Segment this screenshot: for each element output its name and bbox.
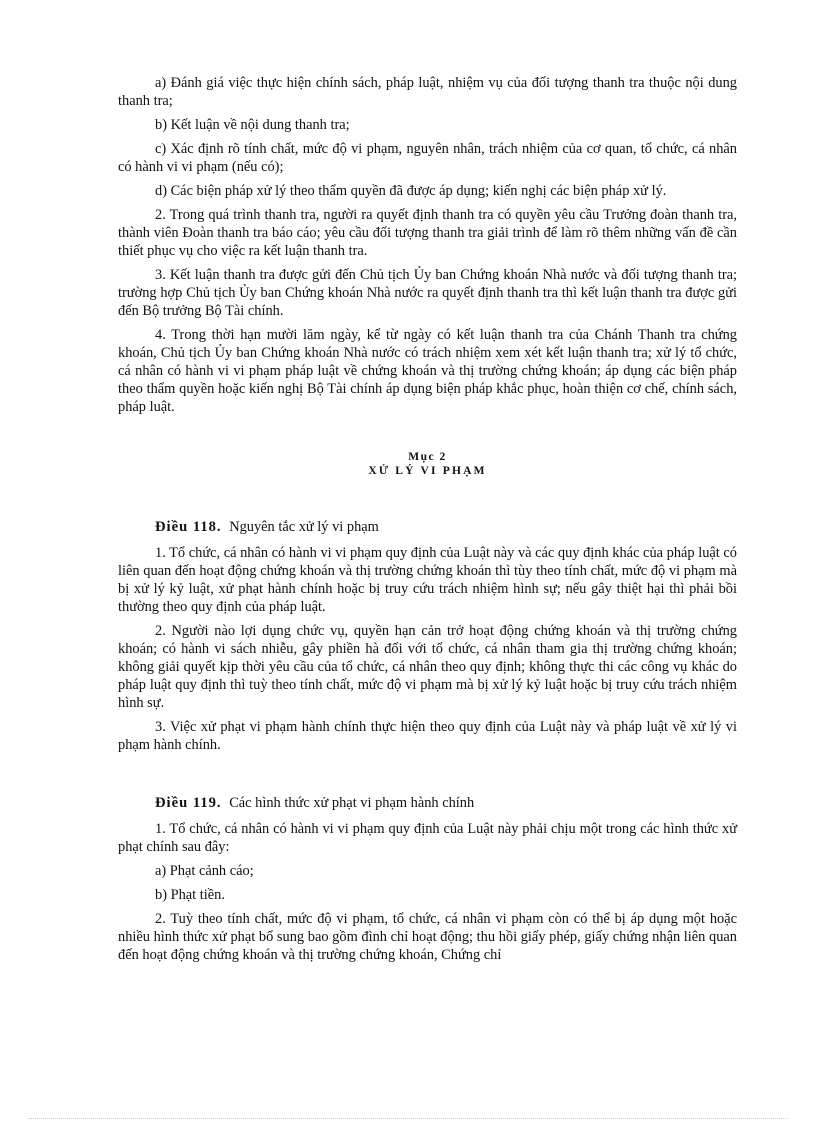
- article-118-heading: [155, 518, 737, 536]
- paragraph: 2. Người nào lợi dụng chức vụ, quyền hạn cản trở hoạt động chứng khoán và thị trường chứng khoán; có hành vi sách nhiễu, gây phiền hà đối với tổ chức, cá nhân tham gia thị trường chứng khoán; không giải quyết kịp thời yêu cầu của tổ chức, cá nhân theo quy định; không thực thi các công vụ khác do pháp luật quy định thì tuỳ theo tính chất, mức độ vi phạm mà bị xử lý kỷ luật hoặc bị truy cứu trách nhiệm hình sự.: [118, 623, 737, 711]
- paragraph: 3. Việc xử phạt vi phạm hành chính thực hiện theo quy định của Luật này và pháp luật về xử lý vi phạm hành chính.: [118, 719, 737, 753]
- section-title: XỬ LÝ VI PHẠM: [368, 465, 487, 477]
- article-title: Các hình thức xử phạt vi phạm hành chính: [229, 795, 475, 811]
- paragraph: 2. Trong quá trình thanh tra, người ra quyết định thanh tra có quyền yêu cầu Trưởng đoàn thanh tra, thành viên Đoàn thanh tra báo cáo; yêu cầu đối tượng thanh tra giải trình để làm rõ thêm những vấn đề cần thiết phục vụ cho việc ra kết luận thanh tra.: [118, 207, 737, 259]
- paragraph: 3. Kết luận thanh tra được gửi đến Chủ tịch Ủy ban Chứng khoán Nhà nước và đối tượng thanh tra; trường hợp Chủ tịch Ủy ban Chứng khoán Nhà nước ra quyết định thanh tra thì kết luận thanh tra được gửi đến Bộ trưởng Bộ Tài chính.: [118, 267, 737, 319]
- paragraph: b) Kết luận về nội dung thanh tra;: [155, 117, 350, 133]
- article-title: Nguyên tắc xử lý vi phạm: [229, 519, 379, 535]
- paragraph: d) Các biện pháp xử lý theo thẩm quyền đã được áp dụng; kiến nghị các biện pháp xử lý.: [155, 183, 667, 199]
- document-page: [118, 74, 737, 970]
- paragraph: 4. Trong thời hạn mười lăm ngày, kể từ ngày có kết luận thanh tra của Chánh Thanh tra chứng khoán, Chủ tịch Ủy ban Chứng khoán Nhà nước có trách nhiệm xem xét kết luận thanh tra; xử lý tổ chức, cá nhân có hành vi vi phạm pháp luật về chứng khoán và thị trường chứng khoán; áp dụng các biện pháp theo thẩm quyền hoặc kiến nghị Bộ Tài chính áp dụng biện pháp khắc phục, hoàn thiện cơ chế, chính sách, pháp luật.: [118, 327, 737, 415]
- section-heading: [118, 450, 737, 478]
- paragraph: b) Phạt tiền.: [155, 887, 225, 903]
- paragraph: c) Xác định rõ tính chất, mức độ vi phạm, nguyên nhân, trách nhiệm của cơ quan, tổ chức, cá nhân có hành vi vi phạm (nếu có);: [118, 141, 737, 175]
- paragraph: 1. Tổ chức, cá nhân có hành vi vi phạm quy định của Luật này và các quy định khác của pháp luật có liên quan đến hoạt động chứng khoán và thị trường chứng khoán thì tùy theo tính chất, mức độ vi phạm mà bị xử lý kỷ luật, xử phạt hành chính hoặc bị truy cứu trách nhiệm hình sự; nếu gây thiệt hại thì phải bồi thường theo quy định của pháp luật.: [118, 545, 737, 615]
- paragraph: 2. Tuỳ theo tính chất, mức độ vi phạm, tổ chức, cá nhân vi phạm còn có thể bị áp dụng một hoặc nhiều hình thức xử phạt bổ sung bao gồm đình chỉ hoạt động; thu hồi giấy phép, giấy chứng nhận liên quan đến hoạt động chứng khoán và thị trường chứng khoán, Chứng chỉ: [118, 911, 737, 963]
- paragraph: 1. Tổ chức, cá nhân có hành vi vi phạm quy định của Luật này phải chịu một trong các hình thức xử phạt chính sau đây:: [118, 821, 737, 855]
- section-label: Mục 2: [408, 451, 447, 463]
- article-number: Điều 118.: [155, 519, 222, 535]
- paragraph: a) Phạt cảnh cáo;: [155, 863, 254, 879]
- article-number: Điều 119.: [155, 795, 222, 811]
- page-bottom-divider: [28, 1118, 788, 1119]
- paragraph: a) Đánh giá việc thực hiện chính sách, pháp luật, nhiệm vụ của đối tượng thanh tra thuộc nội dung thanh tra;: [118, 75, 737, 109]
- article-119-heading: [155, 794, 737, 812]
